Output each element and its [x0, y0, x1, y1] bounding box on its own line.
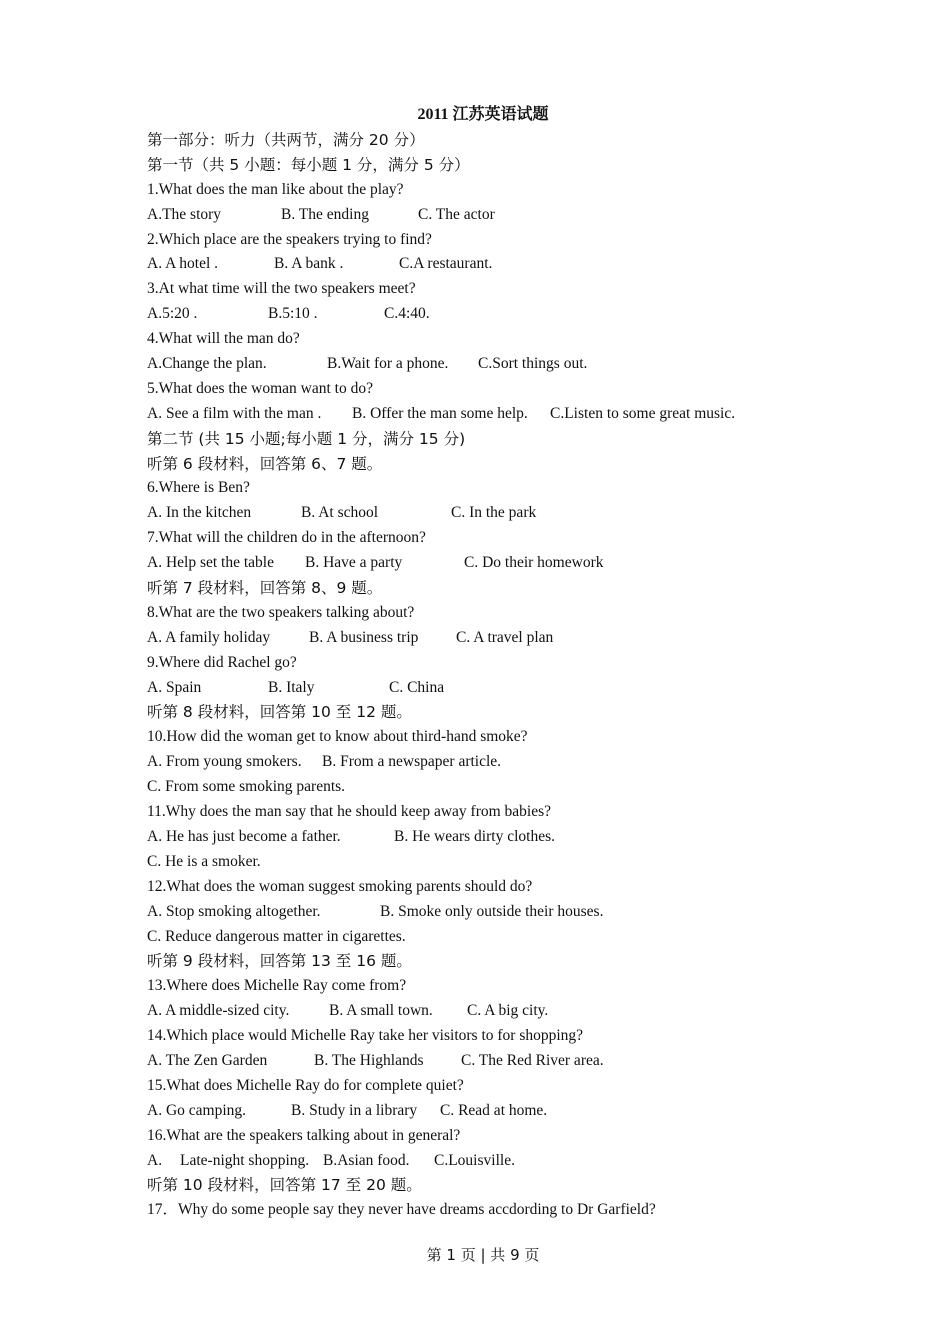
option-c: C.Listen to some great music.	[550, 404, 736, 422]
question-7-options	[147, 551, 847, 576]
document-body	[147, 128, 847, 1223]
question-2-options	[147, 252, 847, 277]
option-c: C. A big city.	[467, 1002, 549, 1020]
option-a: A. He has just become a father.	[147, 827, 341, 845]
option-a: A. Stop smoking altogether.	[147, 902, 321, 920]
question-6: 6.Where is Ben?	[147, 479, 250, 497]
question-2: 2.Which place are the speakers trying to find?	[147, 230, 432, 248]
option-b: B. A business trip	[309, 628, 419, 646]
question-10: 10.How did the woman get to know about third-hand smoke?	[147, 728, 528, 746]
option-a: A. See a film with the man .	[147, 404, 322, 422]
question-15-options	[147, 1099, 847, 1124]
option-a: A. Help set the table	[147, 554, 274, 572]
option-a: A. From young smokers.	[147, 753, 302, 771]
question-4-options	[147, 352, 847, 377]
option-a-letter: A.	[147, 1151, 163, 1169]
option-c: C. Do their homework	[464, 554, 604, 572]
option-a: A. The Zen Garden	[147, 1051, 268, 1069]
question-11: 11.Why does the man say that he should keep away from babies?	[147, 803, 552, 821]
option-b: B. From a newspaper article.	[322, 753, 502, 771]
option-c: C. Read at home.	[440, 1101, 548, 1119]
option-c: C. The actor	[418, 205, 495, 223]
question-16-options	[147, 1149, 847, 1174]
question-13: 13.Where does Michelle Ray come from?	[147, 977, 407, 995]
material-heading: 听第 8 段材料，回答第 10 至 12 题。	[147, 703, 412, 722]
question-9: 9.Where did Rachel go?	[147, 653, 297, 671]
option-c: C.Louisville.	[434, 1151, 515, 1169]
option-a: A. A middle-sized city.	[147, 1002, 290, 1020]
option-b: B.Asian food.	[323, 1151, 410, 1169]
option-b: B. Smoke only outside their houses.	[380, 902, 604, 920]
question-7: 7.What will the children do in the afternoon?	[147, 529, 426, 547]
question-5: 5.What does the woman want to do?	[147, 379, 373, 397]
option-b: B.5:10 .	[268, 305, 318, 323]
option-b: B. The ending	[281, 205, 369, 223]
option-a: A. A hotel .	[147, 255, 219, 273]
section-heading: 第一节（共 5 小题：每小题 1 分，满分 5 分）	[147, 155, 470, 174]
question-15: 15.What does Michelle Ray do for complete quiet?	[147, 1076, 464, 1094]
question-14-options	[147, 1049, 847, 1074]
option-a: A. In the kitchen	[147, 504, 252, 522]
option-b: B. Study in a library	[291, 1101, 418, 1119]
option-c: C.Sort things out.	[478, 355, 588, 373]
option-a: A. Go camping.	[147, 1101, 247, 1119]
question-6-options	[147, 501, 847, 526]
option-b: B. At school	[301, 504, 379, 522]
question-3-options	[147, 302, 847, 327]
option-c: C.A restaurant.	[399, 255, 493, 273]
material-heading: 听第 7 段材料，回答第 8、9 题。	[147, 579, 383, 598]
material-heading: 听第 6 段材料，回答第 6、7 题。	[147, 454, 383, 473]
option-a: A. Spain	[147, 678, 202, 696]
option-b: B. Italy	[268, 678, 315, 696]
section-heading: 第二节 (共 15 小题;每小题 1 分，满分 15 分)	[147, 429, 466, 448]
page-footer: 第 1 页 | 共 9 页	[426, 1246, 540, 1264]
question-1: 1.What does the man like about the play?	[147, 180, 404, 198]
option-c: C. A travel plan	[456, 628, 554, 646]
material-heading: 听第 9 段材料，回答第 13 至 16 题。	[147, 952, 412, 971]
question-13-options	[147, 999, 847, 1024]
question-9-options	[147, 676, 847, 701]
question-5-options	[147, 402, 847, 427]
question-17: 17．Why do some people say they never have dreams accdording to Dr Garfield?	[147, 1201, 656, 1219]
question-11-options	[147, 825, 847, 850]
material-heading: 听第 10 段材料，回答第 17 至 20 题。	[147, 1176, 422, 1195]
option-c: C.4:40.	[384, 305, 430, 323]
option-c: C. In the park	[451, 504, 537, 522]
option-b: B.Wait for a phone.	[327, 355, 449, 373]
question-4: 4.What will the man do?	[147, 330, 300, 348]
option-c: C. From some smoking parents.	[147, 778, 346, 796]
option-a-text: Late-night shopping.	[180, 1151, 310, 1169]
question-10-options	[147, 750, 847, 775]
question-3: 3.At what time will the two speakers meet?	[147, 280, 416, 298]
option-a: A.Change the plan.	[147, 355, 267, 373]
option-c: C. He is a smoker.	[147, 852, 261, 870]
option-c: C. Reduce dangerous matter in cigarettes.	[147, 927, 406, 945]
option-b: B. Have a party	[305, 554, 403, 572]
option-a: A. A family holiday	[147, 628, 271, 646]
option-a: A.The story	[147, 205, 222, 223]
option-a: A.5:20 .	[147, 305, 198, 323]
option-b: B. Offer the man some help.	[352, 404, 528, 422]
question-16: 16.What are the speakers talking about in general?	[147, 1126, 461, 1144]
document-title: 2011 江苏英语试题	[417, 106, 549, 123]
question-14: 14.Which place would Michelle Ray take her visitors to for shopping?	[147, 1027, 584, 1045]
option-b: B. A small town.	[329, 1002, 433, 1020]
option-b: B. He wears dirty clothes.	[394, 827, 555, 845]
option-b: B. A bank .	[274, 255, 344, 273]
option-b: B. The Highlands	[314, 1051, 424, 1069]
option-c: C. The Red River area.	[461, 1051, 604, 1069]
option-c: C. China	[389, 678, 445, 696]
question-12: 12.What does the woman suggest smoking parents should do?	[147, 877, 533, 895]
question-1-options	[147, 203, 847, 228]
question-12-options	[147, 900, 847, 925]
question-8-options	[147, 626, 847, 651]
part-heading: 第一部分：听力（共两节，满分 20 分）	[147, 131, 425, 149]
question-8: 8.What are the two speakers talking about?	[147, 603, 415, 621]
